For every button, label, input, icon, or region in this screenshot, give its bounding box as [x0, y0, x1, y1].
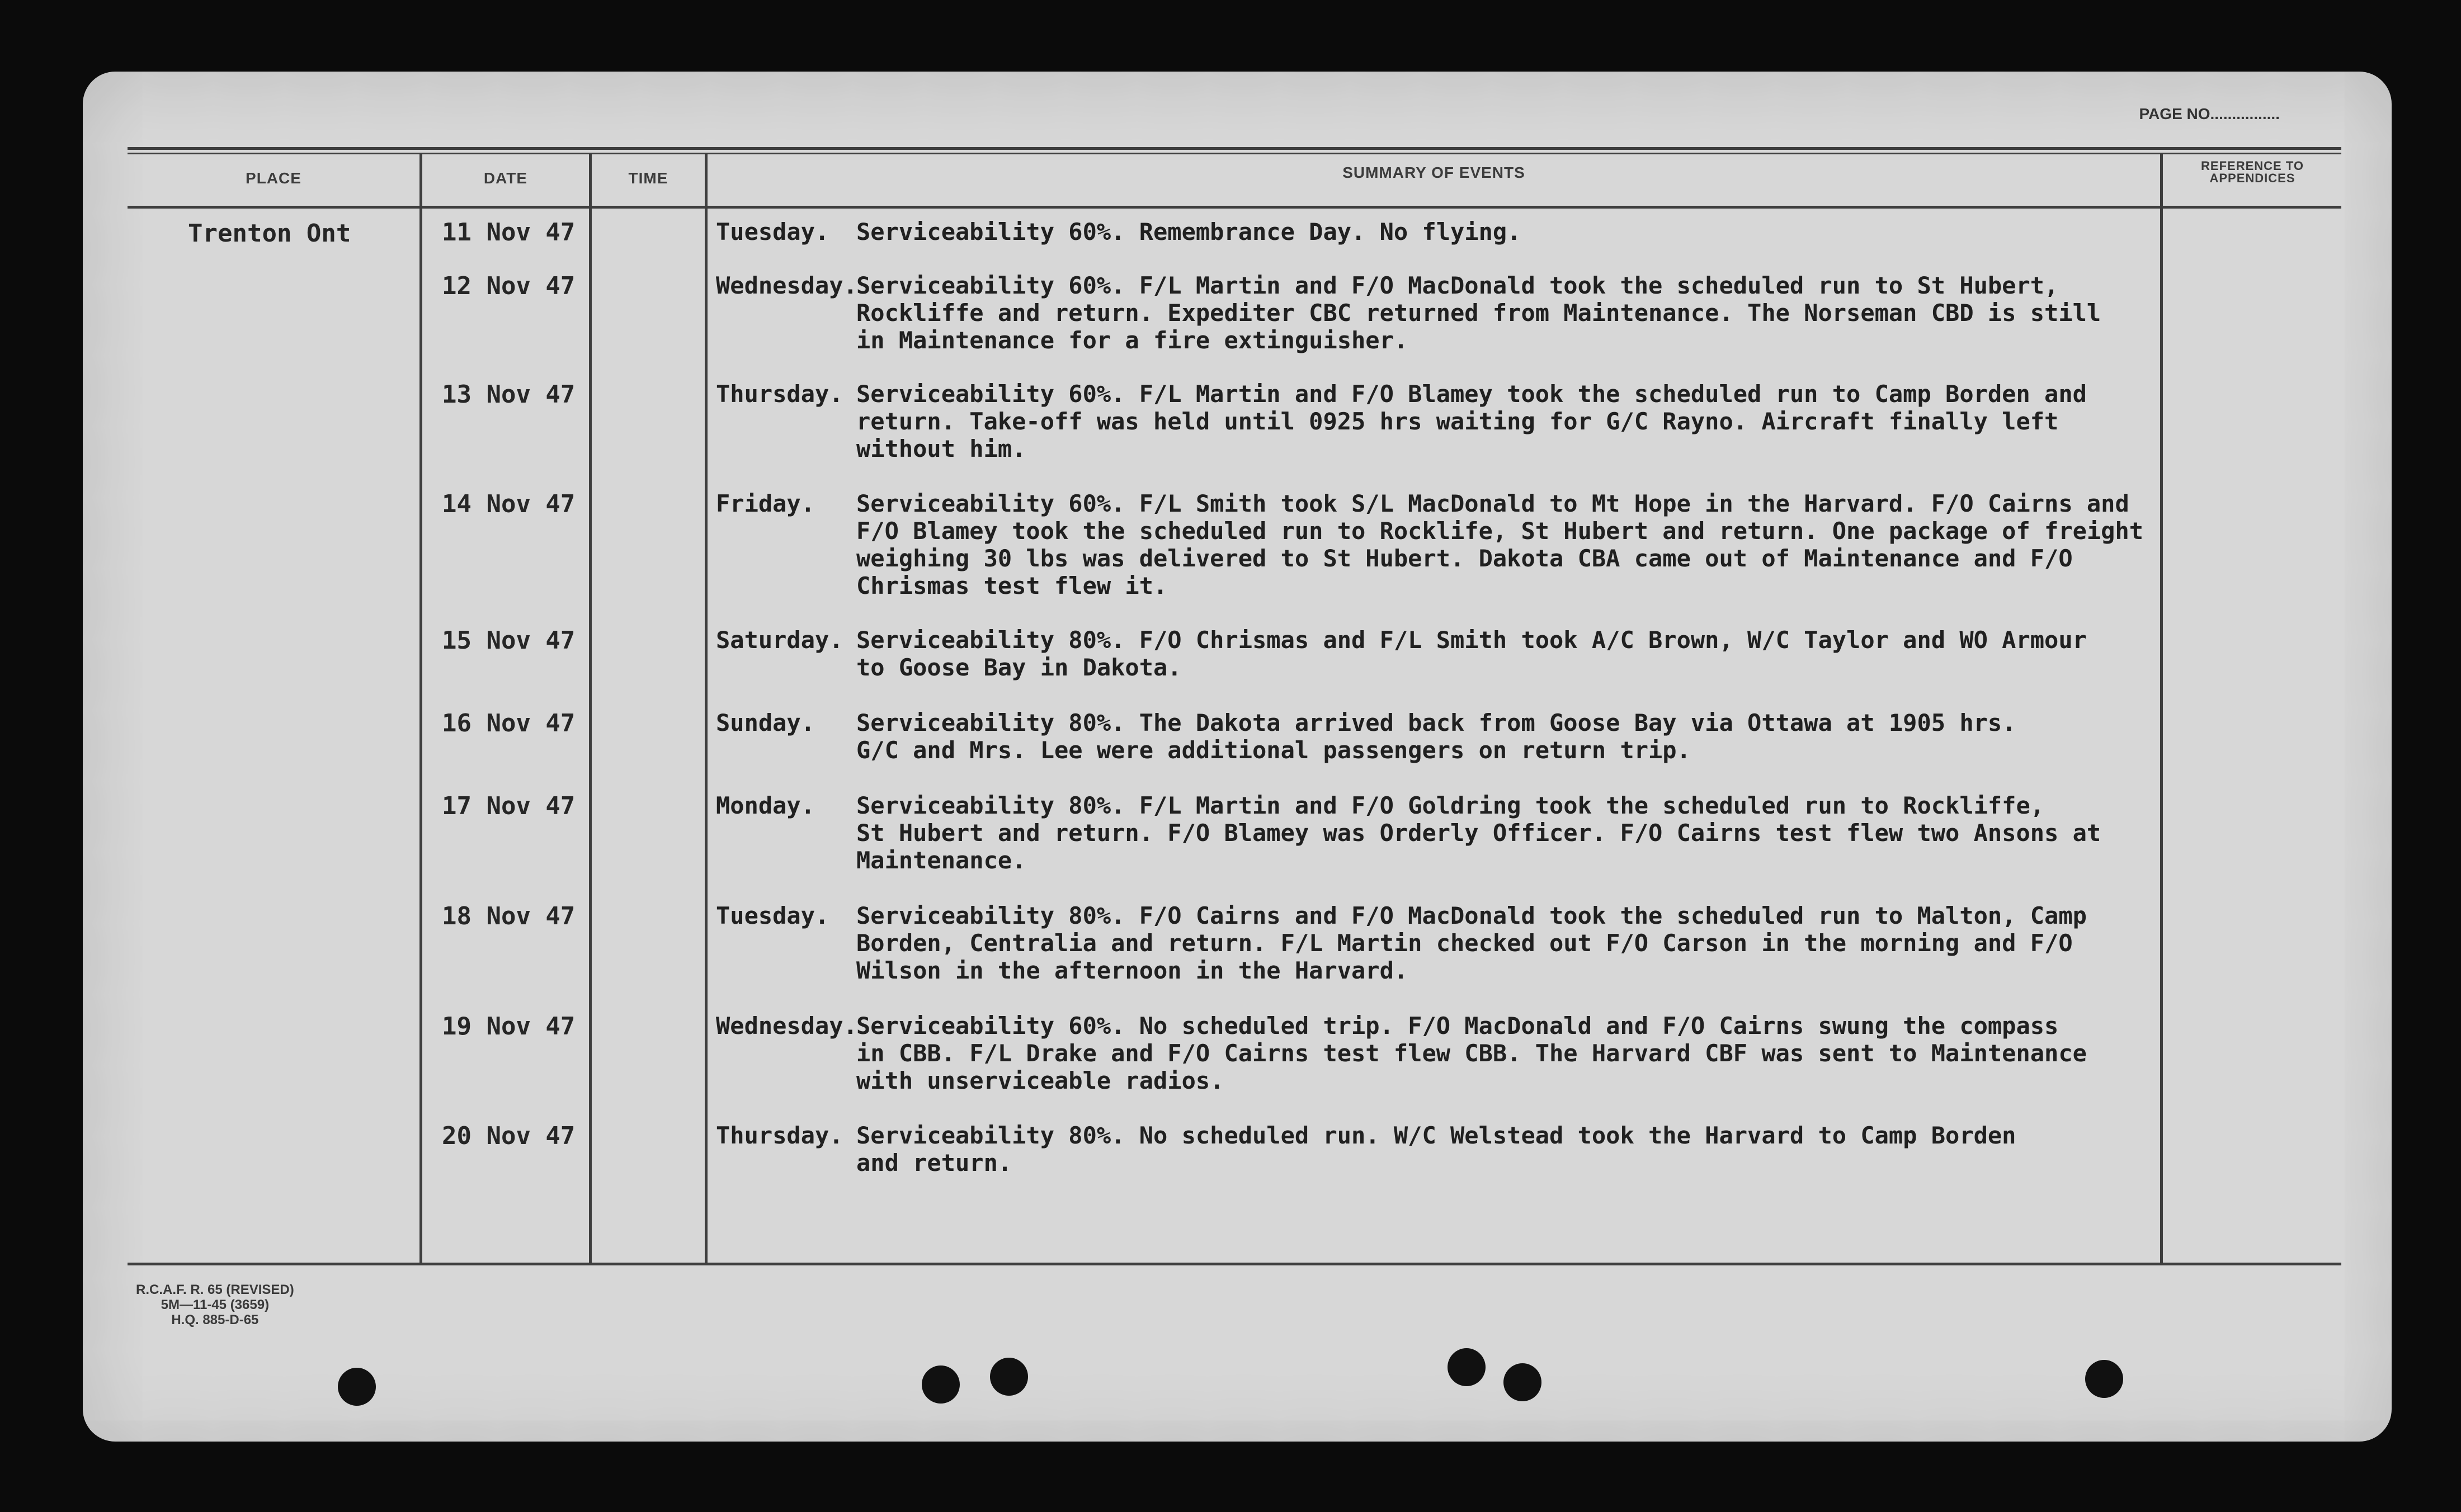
entry-date: 12 Nov 47 — [442, 272, 576, 300]
entry-date: 11 Nov 47 — [442, 218, 576, 247]
form-identifier — [136, 1282, 294, 1327]
entry-summary: Serviceability 60%. F/L Martin and F/O MacDonald took the scheduled run to St Hubert, Rockliffe and return. Expediter CBC returned from Maintenance. The Norseman CBD is still in Maintenance for a fire extinguisher. — [856, 272, 2101, 354]
entry-summary: Serviceability 60%. F/L Smith took S/L MacDonald to Mt Hope in the Harvard. F/O Cairns and F/O Blamey took the scheduled run to Rocklife, St Hubert and return. One package of freight weighing 30 lbs was delivered to St Hubert. Dakota CBA came out of Maintenance and F/O Chrismas test flew it. — [856, 490, 2144, 599]
divider-time-summary — [705, 153, 708, 1265]
binder-hole — [922, 1365, 960, 1404]
entry-summary: Serviceability 60%. No scheduled trip. F/O MacDonald and F/O Cairns swung the compass in CBB. F/L Drake and F/O Cairns test flew CBB. The Harvard CBF was sent to Maintenance with unserviceable radios. — [856, 1012, 2087, 1094]
entry-date: 18 Nov 47 — [442, 902, 576, 930]
form-identifier-line1: R.C.A.F. R. 65 (REVISED) — [136, 1282, 294, 1297]
entry-day: Friday. — [716, 490, 815, 517]
entry-date: 19 Nov 47 — [442, 1012, 576, 1041]
entry-summary: Serviceability 80%. F/O Chrismas and F/L Smith took A/C Brown, W/C Taylor and WO Armour to Goose Bay in Dakota. — [856, 626, 2087, 681]
binder-hole — [338, 1368, 376, 1406]
header-top-rule-2 — [128, 153, 2341, 154]
form-identifier-line2: 5M—11-45 (3659) — [161, 1297, 270, 1312]
entry-summary: Serviceability 80%. F/O Cairns and F/O MacDonald took the scheduled run to Malton, Camp Borden, Centralia and return. F/L Martin checked out F/O Carson in the morning and F/O Wilson in the afternoon in the Harvard. — [856, 902, 2087, 984]
col-header-reference-line1: REFERENCE TO — [2201, 159, 2304, 173]
entry-date: 13 Nov 47 — [442, 380, 576, 409]
binder-hole — [1503, 1363, 1541, 1401]
entry-date: 14 Nov 47 — [442, 490, 576, 518]
binder-hole — [2085, 1360, 2123, 1398]
entry-date: 16 Nov 47 — [442, 709, 576, 738]
entry-day: Thursday. — [716, 1122, 843, 1149]
col-header-date: DATE — [483, 169, 528, 187]
col-header-summary: SUMMARY OF EVENTS — [1342, 164, 1525, 181]
binder-hole — [990, 1358, 1028, 1396]
divider-place-date — [419, 153, 422, 1265]
entry-day: Wednesday. — [716, 1012, 857, 1040]
table-bottom-rule — [128, 1263, 2341, 1265]
divider-summary-reference — [2160, 153, 2163, 1265]
entry-summary: Serviceability 60%. F/L Martin and F/O Blamey took the scheduled run to Camp Borden and return. Take-off was held until 0925 hrs waiting for G/C Rayno. Aircraft finally left without him. — [856, 380, 2087, 462]
page-number-label: PAGE NO................ — [2139, 105, 2280, 122]
divider-date-time — [589, 153, 592, 1265]
entry-date: 15 Nov 47 — [442, 626, 576, 655]
header-bottom-rule — [128, 206, 2341, 209]
col-header-reference — [2163, 160, 2342, 185]
entry-day: Thursday. — [716, 380, 843, 408]
col-header-place: PLACE — [246, 169, 301, 187]
binder-hole — [1448, 1348, 1486, 1386]
header-top-rule — [128, 147, 2341, 150]
entry-date: 20 Nov 47 — [442, 1122, 576, 1150]
place-text: Trenton Ont — [188, 219, 351, 248]
col-header-reference-line2: APPENDICES — [2209, 171, 2295, 185]
entry-day: Sunday. — [716, 709, 815, 736]
entry-day: Monday. — [716, 792, 815, 819]
entry-date: 17 Nov 47 — [442, 792, 576, 820]
entry-summary: Serviceability 80%. The Dakota arrived back from Goose Bay via Ottawa at 1905 hrs. G/C and Mrs. Lee were additional passengers on return trip. — [856, 709, 2016, 764]
entry-day: Saturday. — [716, 626, 843, 654]
entry-day: Tuesday. — [716, 218, 829, 245]
entry-summary: Serviceability 60%. Remembrance Day. No flying. — [856, 218, 1521, 245]
entry-day: Wednesday. — [716, 272, 857, 299]
entry-day: Tuesday. — [716, 902, 829, 929]
record-card — [83, 72, 2392, 1442]
entry-summary: Serviceability 80%. No scheduled run. W/C Welstead took the Harvard to Camp Borden and return. — [856, 1122, 2016, 1176]
entry-summary: Serviceability 80%. F/L Martin and F/O Goldring took the scheduled run to Rockliffe, St Hubert and return. F/O Blamey was Orderly Officer. F/O Cairns test flew two Ansons at Maintenance. — [856, 792, 2101, 874]
col-header-time: TIME — [628, 169, 668, 187]
form-identifier-line3: H.Q. 885-D-65 — [171, 1312, 259, 1327]
